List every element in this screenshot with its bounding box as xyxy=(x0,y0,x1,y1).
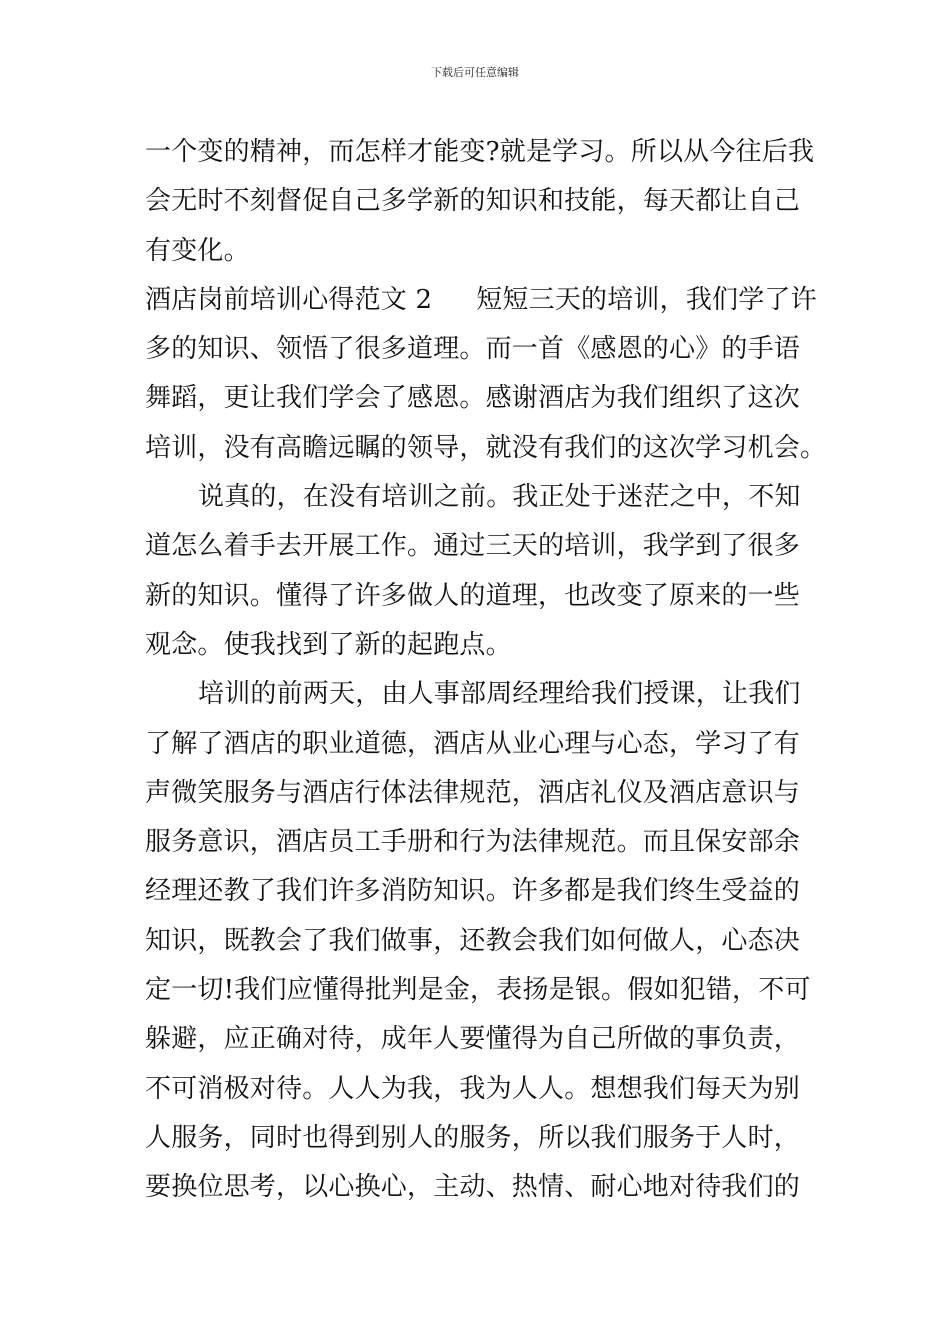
body-text xyxy=(145,128,827,1213)
page-header: 下载后可任意编辑 xyxy=(431,66,519,79)
text-line: 不可消极对待。人人为我，我为人人。想想我们每天为别 xyxy=(145,1073,801,1104)
text-line: 道怎么着手去开展工作。通过三天的培训，我学到了很多 xyxy=(145,531,801,562)
title-line xyxy=(145,276,817,325)
text-line: 定一切!我们应懂得批判是金，表扬是银。假如犯错，不可 xyxy=(145,975,811,1006)
text-line: 要换位思考，以心换心，主动、热情、耐心地对待我们的 xyxy=(145,1172,801,1203)
section-title: 酒店岗前培训心得范文 2 xyxy=(145,284,433,315)
text-line: 经理还教了我们许多消防知识。许多都是我们终生受益的 xyxy=(145,876,801,907)
text-line: 了解了酒店的职业道德，酒店从业心理与心态，学习了有 xyxy=(145,728,801,759)
text-line: 培训，没有高瞻远瞩的领导，就没有我们的这次学习机会。 xyxy=(145,432,827,463)
paragraph-first-line: 说真的，在没有培训之前。我正处于迷茫之中，不知 xyxy=(198,482,801,513)
text-line: 新的知识。懂得了许多做人的道理，也改变了原来的一些 xyxy=(145,580,801,611)
text-line: 服务意识，酒店员工手册和行为法律规范。而且保安部余 xyxy=(145,827,801,858)
paragraph-first-line: 培训的前两天，由人事部周经理给我们授课，让我们 xyxy=(198,679,801,710)
text-line: 舞蹈，更让我们学会了感恩。感谢酒店为我们组织了这次 xyxy=(145,383,801,414)
text-line: 多的知识、领悟了很多道理。而一首《感恩的心》的手语 xyxy=(145,334,801,365)
text-line: 声微笑服务与酒店行体法律规范，酒店礼仪及酒店意识与 xyxy=(145,777,801,808)
text-line: 躲避，应正确对待，成年人要懂得为自己所做的事负责， xyxy=(145,1024,801,1055)
text-line: 人服务，同时也得到别人的服务，所以我们服务于人时， xyxy=(145,1122,801,1153)
text-line: 有变化。 xyxy=(145,235,250,266)
text-line: 会无时不刻督促自己多学新的知识和技能，每天都让自己 xyxy=(145,186,801,217)
text-line: 知识，既教会了我们做事，还教会我们如何做人，心态决 xyxy=(145,925,801,956)
text-line: 观念。使我找到了新的起跑点。 xyxy=(145,629,512,660)
text-line-continuation: 短短三天的培训，我们学了许 xyxy=(476,284,817,315)
text-line: 一个变的精神，而怎样才能变?就是学习。所以从今往后我 xyxy=(145,137,815,167)
